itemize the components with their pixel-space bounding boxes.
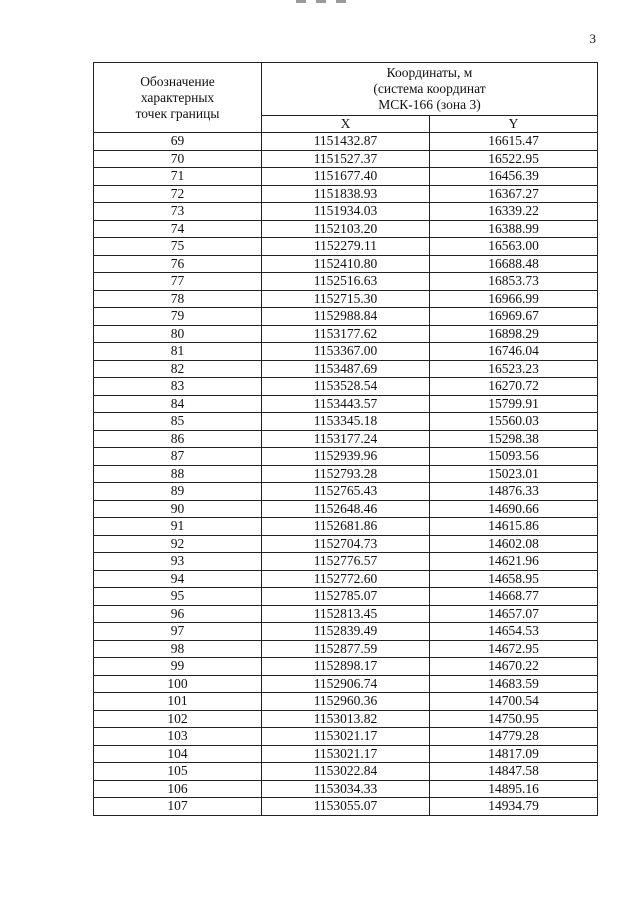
point-header-line: характерных [140,89,215,105]
x-coordinate-cell: 1153177.62 [262,325,430,343]
y-coordinate-cell: 14615.86 [430,518,598,536]
x-coordinate-cell: 1152939.96 [262,448,430,466]
y-coordinate-cell: 16853.73 [430,273,598,291]
table-row [94,150,598,168]
x-coordinate-cell: 1153022.84 [262,763,430,781]
table-row [94,465,598,483]
x-coordinate-cell: 1152410.80 [262,255,430,273]
table-row [94,640,598,658]
coords-header-line: Координаты, м [386,65,473,80]
y-coordinate-cell: 16688.48 [430,255,598,273]
table-row [94,255,598,273]
point-number-cell: 79 [94,308,262,326]
y-coordinate-cell: 14670.22 [430,658,598,676]
point-number-cell: 94 [94,570,262,588]
point-number-cell: 105 [94,763,262,781]
table-row [94,570,598,588]
point-number-cell: 84 [94,395,262,413]
coordinates-header [262,63,598,116]
point-number-cell: 85 [94,413,262,431]
point-number-cell: 97 [94,623,262,641]
y-coordinate-cell: 14621.96 [430,553,598,571]
x-coordinate-cell: 1152772.60 [262,570,430,588]
table-row [94,413,598,431]
y-coordinate-cell: 14683.59 [430,675,598,693]
y-coordinate-cell: 14817.09 [430,745,598,763]
table-row [94,623,598,641]
point-number-cell: 74 [94,220,262,238]
x-coordinate-cell: 1152765.43 [262,483,430,501]
table-row [94,588,598,606]
table-row [94,693,598,711]
point-number-cell: 89 [94,483,262,501]
x-coordinate-cell: 1152877.59 [262,640,430,658]
point-number-cell: 86 [94,430,262,448]
x-coordinate-cell: 1153177.24 [262,430,430,448]
y-coordinate-cell: 14876.33 [430,483,598,501]
table-row [94,553,598,571]
table-row [94,780,598,798]
table-row [94,395,598,413]
table-row [94,238,598,256]
x-coordinate-cell: 1152793.28 [262,465,430,483]
table-row [94,745,598,763]
point-number-cell: 87 [94,448,262,466]
y-coordinate-cell: 16339.22 [430,203,598,221]
x-coordinate-cell: 1153528.54 [262,378,430,396]
point-number-cell: 91 [94,518,262,536]
point-number-cell: 102 [94,710,262,728]
y-coordinate-cell: 14895.16 [430,780,598,798]
point-number-cell: 88 [94,465,262,483]
x-coordinate-cell: 1152839.49 [262,623,430,641]
x-coordinate-cell: 1151527.37 [262,150,430,168]
table-row [94,185,598,203]
y-coordinate-cell: 16615.47 [430,133,598,151]
scan-artifact-marks [296,0,348,4]
y-coordinate-cell: 16522.95 [430,150,598,168]
table-row [94,133,598,151]
page-number: 3 [589,31,596,46]
point-number-cell: 103 [94,728,262,746]
point-number-cell: 70 [94,150,262,168]
y-coordinate-cell: 16969.67 [430,308,598,326]
table-row [94,430,598,448]
point-number-cell: 72 [94,185,262,203]
point-number-cell: 104 [94,745,262,763]
x-coordinate-cell: 1153021.17 [262,745,430,763]
x-coordinate-cell: 1153367.00 [262,343,430,361]
table-row [94,483,598,501]
y-column-header: Y [430,116,598,133]
table-row [94,658,598,676]
table-row [94,308,598,326]
point-number-cell: 92 [94,535,262,553]
scan-mark [336,0,346,3]
point-number-cell: 69 [94,133,262,151]
x-coordinate-cell: 1151432.87 [262,133,430,151]
point-number-cell: 90 [94,500,262,518]
y-coordinate-cell: 14690.66 [430,500,598,518]
x-coordinate-cell: 1153034.33 [262,780,430,798]
table-row [94,220,598,238]
table-row [94,518,598,536]
point-number-cell: 76 [94,255,262,273]
table-row [94,763,598,781]
coords-header-line: МСК-166 (зона 3) [378,97,481,112]
table-row [94,273,598,291]
x-coordinate-cell: 1151677.40 [262,168,430,186]
y-coordinate-cell: 15799.91 [430,395,598,413]
x-column-header: X [262,116,430,133]
table-row [94,168,598,186]
y-coordinate-cell: 16746.04 [430,343,598,361]
x-coordinate-cell: 1152715.30 [262,290,430,308]
point-header-line: Обозначение [140,73,215,89]
y-coordinate-cell: 14847.58 [430,763,598,781]
table-row [94,325,598,343]
point-number-cell: 93 [94,553,262,571]
x-coordinate-cell: 1153443.57 [262,395,430,413]
x-coordinate-cell: 1151838.93 [262,185,430,203]
table-row [94,448,598,466]
table-row [94,675,598,693]
y-coordinate-cell: 16456.39 [430,168,598,186]
x-coordinate-cell: 1152648.46 [262,500,430,518]
x-coordinate-cell: 1152813.45 [262,605,430,623]
y-coordinate-cell: 16898.29 [430,325,598,343]
table-row [94,343,598,361]
y-coordinate-cell: 16563.00 [430,238,598,256]
x-coordinate-cell: 1153345.18 [262,413,430,431]
x-coordinate-cell: 1153487.69 [262,360,430,378]
point-number-cell: 77 [94,273,262,291]
point-number-cell: 83 [94,378,262,396]
x-coordinate-cell: 1153013.82 [262,710,430,728]
table-row [94,378,598,396]
y-coordinate-cell: 14934.79 [430,798,598,816]
point-number-cell: 81 [94,343,262,361]
point-number-cell: 98 [94,640,262,658]
y-coordinate-cell: 15023.01 [430,465,598,483]
y-coordinate-cell: 14654.53 [430,623,598,641]
x-coordinate-cell: 1152681.86 [262,518,430,536]
point-number-cell: 106 [94,780,262,798]
table-row [94,710,598,728]
point-number-cell: 99 [94,658,262,676]
table-row [94,360,598,378]
y-coordinate-cell: 16270.72 [430,378,598,396]
table-row [94,605,598,623]
x-coordinate-cell: 1152785.07 [262,588,430,606]
x-coordinate-cell: 1153021.17 [262,728,430,746]
x-coordinate-cell: 1152776.57 [262,553,430,571]
y-coordinate-cell: 16367.27 [430,185,598,203]
point-number-cell: 73 [94,203,262,221]
y-coordinate-cell: 16523.23 [430,360,598,378]
x-coordinate-cell: 1153055.07 [262,798,430,816]
table-row [94,500,598,518]
point-number-cell: 82 [94,360,262,378]
x-coordinate-cell: 1152906.74 [262,675,430,693]
table-row [94,728,598,746]
y-coordinate-cell: 14657.07 [430,605,598,623]
point-number-cell: 95 [94,588,262,606]
point-number-cell: 80 [94,325,262,343]
y-coordinate-cell: 14672.95 [430,640,598,658]
table-row [94,798,598,816]
point-number-cell: 78 [94,290,262,308]
table-body [94,133,598,816]
y-coordinate-cell: 15560.03 [430,413,598,431]
point-designation-header [94,63,262,133]
x-coordinate-cell: 1152103.20 [262,220,430,238]
point-header-line: точек границы [135,105,220,121]
coords-header-line: (система координат [373,81,486,96]
y-coordinate-cell: 16966.99 [430,290,598,308]
x-coordinate-cell: 1151934.03 [262,203,430,221]
coordinates-table [93,62,598,816]
point-number-cell: 101 [94,693,262,711]
y-coordinate-cell: 16388.99 [430,220,598,238]
y-coordinate-cell: 14602.08 [430,535,598,553]
y-coordinate-cell: 14750.95 [430,710,598,728]
scan-mark [296,0,306,3]
x-coordinate-cell: 1152988.84 [262,308,430,326]
x-coordinate-cell: 1152279.11 [262,238,430,256]
point-number-cell: 96 [94,605,262,623]
y-coordinate-cell: 14700.54 [430,693,598,711]
y-coordinate-cell: 14779.28 [430,728,598,746]
table-row [94,203,598,221]
x-coordinate-cell: 1152898.17 [262,658,430,676]
y-coordinate-cell: 14658.95 [430,570,598,588]
x-coordinate-cell: 1152704.73 [262,535,430,553]
point-number-cell: 100 [94,675,262,693]
y-coordinate-cell: 14668.77 [430,588,598,606]
x-coordinate-cell: 1152516.63 [262,273,430,291]
scan-mark [316,0,326,3]
y-coordinate-cell: 15298.38 [430,430,598,448]
point-number-cell: 107 [94,798,262,816]
table-row [94,290,598,308]
point-number-cell: 75 [94,238,262,256]
y-coordinate-cell: 15093.56 [430,448,598,466]
table-row [94,535,598,553]
point-number-cell: 71 [94,168,262,186]
x-coordinate-cell: 1152960.36 [262,693,430,711]
